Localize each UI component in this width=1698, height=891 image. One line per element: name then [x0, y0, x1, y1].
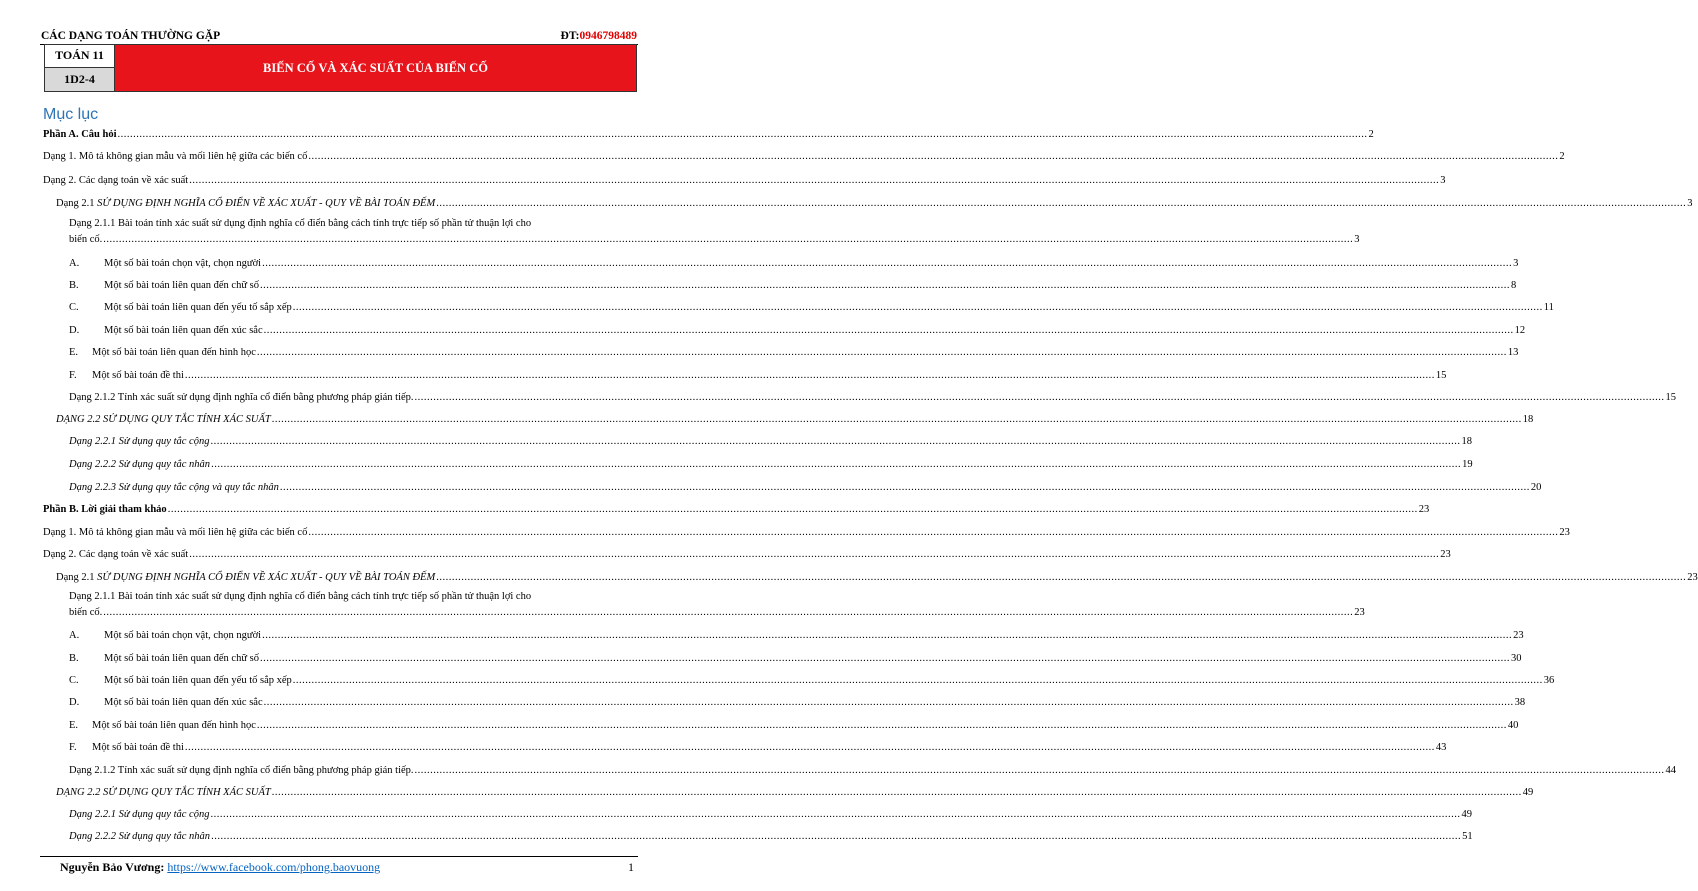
toc-entry-text: Phần B. Lời giải tham khảo [43, 504, 167, 515]
toc-page-number: 2 [1368, 129, 1374, 140]
toc-page-number: 23 [1559, 527, 1570, 538]
toc-leader-dots: ................................................................................................................................................................................................................................................................................................................................................................................................................ [436, 198, 1687, 209]
toc-page-number: 11 [1543, 302, 1554, 313]
toc-entry-text: Một số bài toán liên quan đến xúc sắc [104, 697, 263, 708]
toc-entry-text: Dạng 2.2.2 Sử dụng quy tắc nhân [69, 831, 211, 842]
toc-page-number: 38 [1514, 697, 1526, 708]
toc-entry[interactable] [43, 629, 1524, 643]
title-block [44, 44, 637, 92]
footer-author: Nguyễn Bảo Vương [60, 860, 161, 874]
toc-leader-dots: ................................................................................................................................................................................................................................................................................................................................................................................................................ [308, 151, 1559, 162]
toc-entry-label: D. [69, 697, 80, 708]
toc-entry[interactable] [43, 548, 1451, 562]
facebook-link[interactable]: https://www.facebook.com/phong.baovuong [167, 860, 381, 874]
toc-entry-label: A. [69, 258, 80, 269]
toc-entry[interactable] [43, 458, 1473, 472]
toc-entry[interactable] [43, 197, 1693, 211]
toc-entry-text: Dạng 2.2.3 Sử dụng quy tắc cộng và quy tắc nhân [69, 482, 279, 493]
toc-page-number: 12 [1514, 325, 1526, 336]
toc-entry[interactable] [43, 391, 1677, 405]
toc-page-number: 36 [1543, 675, 1555, 686]
toc-entry-text: Một số bài toán liên quan đến chữ số [104, 280, 259, 291]
toc-page-number: 43 [1435, 742, 1447, 753]
toc-entry-text: Phần A. Câu hỏi [43, 129, 117, 140]
toc-entry[interactable] [43, 652, 1522, 666]
toc-entry-label: F. [69, 370, 77, 381]
toc-entry-label: E. [69, 720, 79, 731]
header-phone [561, 30, 637, 42]
toc-entry-text: Một số bài toán đề thi [92, 370, 184, 381]
toc-entry[interactable] [43, 217, 1360, 247]
toc-entry-label: D. [69, 325, 80, 336]
toc-entry-text: Một số bài toán chọn vật, chọn người [104, 258, 262, 269]
toc-entry-text: Dạng 2.2.1 Sử dụng quy tắc cộng [69, 809, 210, 820]
toc-page-number: 18 [1461, 436, 1472, 447]
document-title: BIẾN CỐ VÀ XÁC SUẤT CỦA BIẾN CỐ [115, 45, 636, 91]
toc-entry[interactable] [43, 503, 1430, 517]
toc-entry[interactable] [43, 764, 1677, 778]
toc-entry-text: Một số bài toán liên quan đến xúc sắc [104, 325, 263, 336]
toc-leader-dots: ................................................................................................................................................................................................................................................................................................................................................................................................................ [184, 742, 1435, 753]
toc-page-number: 13 [1507, 347, 1519, 358]
toc-leader-dots: ................................................................................................................................................................................................................................................................................................................................................................................................................ [184, 370, 1435, 381]
toc-leader-dots: ................................................................................................................................................................................................................................................................................................................................................................................................................ [271, 414, 1522, 425]
page-header [40, 30, 638, 45]
toc-entry-text: Dạng 2.2.1 Sử dụng quy tắc cộng [69, 436, 210, 447]
toc-entry[interactable] [43, 719, 1519, 733]
toc-leader-dots: ................................................................................................................................................................................................................................................................................................................................................................................................................ [167, 504, 1418, 515]
toc-leader-dots: ................................................................................................................................................................................................................................................................................................................................................................................................................ [117, 129, 1368, 140]
toc-leader-dots: ................................................................................................................................................................................................................................................................................................................................................................................................................ [103, 607, 1354, 618]
toc-entry-text: Dạng 2.1 SỬ DỤNG ĐỊNH NGHĨA CỔ ĐIỂN VỀ XÁC XUẤT - QUY VỀ BÀI TOÁN ĐẾM [56, 198, 436, 209]
toc-entry-label: C. [69, 302, 79, 313]
toc-page-number: 49 [1461, 809, 1472, 820]
toc-page-number: 20 [1530, 482, 1542, 493]
toc-leader-dots: ................................................................................................................................................................................................................................................................................................................................................................................................................ [271, 787, 1522, 798]
toc-entry[interactable] [43, 830, 1473, 844]
toc-entry-label: A. [69, 630, 80, 641]
toc-entry[interactable] [43, 435, 1472, 449]
toc-leader-dots: ................................................................................................................................................................................................................................................................................................................................................................................................................ [262, 630, 1513, 641]
toc-entry-text: Một số bài toán liên quan đến chữ số [104, 653, 259, 664]
toc-page-number: 23 [1513, 630, 1524, 641]
toc-entry[interactable] [43, 696, 1526, 710]
toc-leader-dots: ................................................................................................................................................................................................................................................................................................................................................................................................................ [211, 459, 1462, 470]
toc-page-number: 15 [1435, 370, 1447, 381]
toc-page-number: 44 [1665, 765, 1677, 776]
toc-page-number: 2 [1559, 151, 1565, 162]
toc-page-number: 3 [1440, 175, 1446, 186]
toc-entry[interactable] [43, 128, 1374, 142]
toc-page-number: 23 [1418, 504, 1430, 515]
toc-page-number: 23 [1440, 549, 1451, 560]
toc-entry-label: C. [69, 675, 79, 686]
toc-leader-dots: ................................................................................................................................................................................................................................................................................................................................................................................................................ [279, 482, 1530, 493]
toc-entry[interactable] [43, 413, 1534, 427]
toc-page-number: 15 [1665, 392, 1677, 403]
toc-page-number: 19 [1462, 459, 1473, 470]
toc-entry[interactable] [43, 674, 1555, 688]
toc-entry[interactable] [43, 808, 1472, 822]
toc-entry-text: Dạng 2.1.1 Bài toán tính xác suất sử dụng định nghĩa cổ điển bằng cách tính trực tiếp số phần tử thuận lợi cho [69, 591, 532, 602]
phone-label: ĐT: [560, 30, 580, 42]
toc-entry[interactable] [43, 150, 1565, 164]
toc-page-number: 49 [1522, 787, 1534, 798]
toc-page-number: 18 [1522, 414, 1534, 425]
toc-leader-dots: ................................................................................................................................................................................................................................................................................................................................................................................................................ [292, 675, 1543, 686]
toc-entry-label: F. [69, 742, 77, 753]
toc-entry-text: Dạng 1. Mô tả không gian mẫu và mối liên hệ giữa các biến cố [43, 151, 308, 162]
toc-entry-label: B. [69, 653, 79, 664]
toc-entry[interactable] [43, 301, 1554, 315]
toc-entry-text: Dạng 2.1 SỬ DỤNG ĐỊNH NGHĨA CỔ ĐIỂN VỀ XÁC XUẤT - QUY VỀ BÀI TOÁN ĐẾM [56, 572, 436, 583]
toc-entry[interactable] [43, 786, 1534, 800]
footer-page-number: 1 [628, 860, 634, 874]
toc-leader-dots: ................................................................................................................................................................................................................................................................................................................................................................................................................ [436, 572, 1687, 583]
toc-leader-dots: ................................................................................................................................................................................................................................................................................................................................................................................................................ [103, 234, 1354, 245]
toc-entry-text: Dạng 1. Mô tả không gian mẫu và mối liên hệ giữa các biến cố [43, 527, 308, 538]
toc-entry[interactable] [43, 526, 1570, 540]
toc-entry[interactable] [43, 571, 1698, 585]
toc-leader-dots: ................................................................................................................................................................................................................................................................................................................................................................................................................ [308, 527, 1559, 538]
toc-entry[interactable] [43, 279, 1517, 293]
toc-entry[interactable] [43, 369, 1447, 383]
toc-entry[interactable] [43, 346, 1519, 360]
toc-entry-text: Dạng 2.1.2 Tính xác suất sử dụng định nghĩa cổ điển bằng phương pháp gián tiếp. [69, 392, 414, 403]
toc-entry-text: Một số bài toán liên quan đến yếu tố sắp xếp [104, 675, 292, 686]
toc-entry-text: Một số bài toán liên quan đến hình học [92, 347, 256, 358]
toc-page-number: 23 [1687, 572, 1698, 583]
toc-entry-label: B. [69, 280, 79, 291]
toc-leader-dots: ................................................................................................................................................................................................................................................................................................................................................................................................................ [256, 347, 1507, 358]
footer-author-line [60, 860, 380, 875]
toc-entry-label: E. [69, 347, 79, 358]
toc-entry[interactable] [43, 324, 1526, 338]
toc-page-number: 30 [1511, 653, 1522, 664]
toc-entry-text: Dạng 2.1.1 Bài toán tính xác suất sử dụng định nghĩa cổ điển bằng cách tính trực tiếp số phần tử thuận lợi cho [69, 218, 532, 229]
toc-entry-text: Một số bài toán liên quan đến hình học [92, 720, 256, 731]
toc-entry[interactable] [43, 590, 1365, 620]
toc-entry-text: Dạng 2. Các dạng toán về xác suất [43, 549, 189, 560]
footer-separator: : [160, 860, 168, 874]
toc-page-number: 3 [1354, 234, 1360, 245]
toc-entry-text-continued: biến cố. [69, 607, 103, 618]
toc-leader-dots: ................................................................................................................................................................................................................................................................................................................................................................................................................ [292, 302, 1543, 313]
toc-entry-text: DẠNG 2.2 SỬ DỤNG QUY TẮC TÍNH XÁC SUẤT [56, 414, 271, 425]
toc-heading: Mục lục [43, 106, 99, 123]
toc-entry-text-continued: biến cố. [69, 234, 103, 245]
toc-leader-dots: ................................................................................................................................................................................................................................................................................................................................................................................................................ [260, 653, 1510, 664]
toc-leader-dots: ................................................................................................................................................................................................................................................................................................................................................................................................................ [189, 549, 1440, 560]
toc-entry-text: DẠNG 2.2 SỬ DỤNG QUY TẮC TÍNH XÁC SUẤT [56, 787, 271, 798]
toc-leader-dots: ................................................................................................................................................................................................................................................................................................................................................................................................................ [210, 436, 1461, 447]
toc-entry[interactable] [43, 257, 1519, 271]
toc-leader-dots: ................................................................................................................................................................................................................................................................................................................................................................................................................ [189, 175, 1440, 186]
toc-page-number: 51 [1462, 831, 1473, 842]
code-cell: 1D2-4 [45, 68, 115, 91]
toc-entry-text: Dạng 2. Các dạng toán về xác suất [43, 175, 189, 186]
page-footer [40, 856, 638, 877]
toc-leader-dots: ................................................................................................................................................................................................................................................................................................................................................................................................................ [211, 831, 1462, 842]
toc-page-number: 23 [1354, 607, 1365, 618]
toc-entry-text: Một số bài toán chọn vật, chọn người [104, 630, 262, 641]
toc-entry[interactable] [43, 741, 1447, 755]
grade-cell: TOÁN 11 [45, 45, 115, 68]
phone-number: 0946798489 [579, 30, 637, 42]
toc-entry-text: Một số bài toán liên quan đến yếu tố sắp xếp [104, 302, 292, 313]
toc-leader-dots: ................................................................................................................................................................................................................................................................................................................................................................................................................ [263, 697, 1514, 708]
toc-leader-dots: ................................................................................................................................................................................................................................................................................................................................................................................................................ [260, 280, 1510, 291]
toc-page-number: 8 [1511, 280, 1517, 291]
header-title: CÁC DẠNG TOÁN THƯỜNG GẶP [41, 30, 221, 42]
toc-leader-dots: ................................................................................................................................................................................................................................................................................................................................................................................................................ [263, 325, 1514, 336]
toc-entry[interactable] [43, 174, 1446, 188]
toc-leader-dots: ................................................................................................................................................................................................................................................................................................................................................................................................................ [256, 720, 1507, 731]
toc-leader-dots: ................................................................................................................................................................................................................................................................................................................................................................................................................ [414, 765, 1665, 776]
toc-entry[interactable] [43, 481, 1542, 495]
toc-entry-text: Một số bài toán đề thi [92, 742, 184, 753]
toc-entry-text: Dạng 2.2.2 Sử dụng quy tắc nhân [69, 459, 211, 470]
toc-leader-dots: ................................................................................................................................................................................................................................................................................................................................................................................................................ [262, 258, 1513, 269]
toc-leader-dots: ................................................................................................................................................................................................................................................................................................................................................................................................................ [414, 392, 1665, 403]
toc-leader-dots: ................................................................................................................................................................................................................................................................................................................................................................................................................ [210, 809, 1461, 820]
toc-entry-text: Dạng 2.1.2 Tính xác suất sử dụng định nghĩa cổ điển bằng phương pháp gián tiếp. [69, 765, 414, 776]
toc-page-number: 3 [1513, 258, 1519, 269]
toc-page-number: 3 [1687, 198, 1693, 209]
toc-page-number: 40 [1507, 720, 1519, 731]
